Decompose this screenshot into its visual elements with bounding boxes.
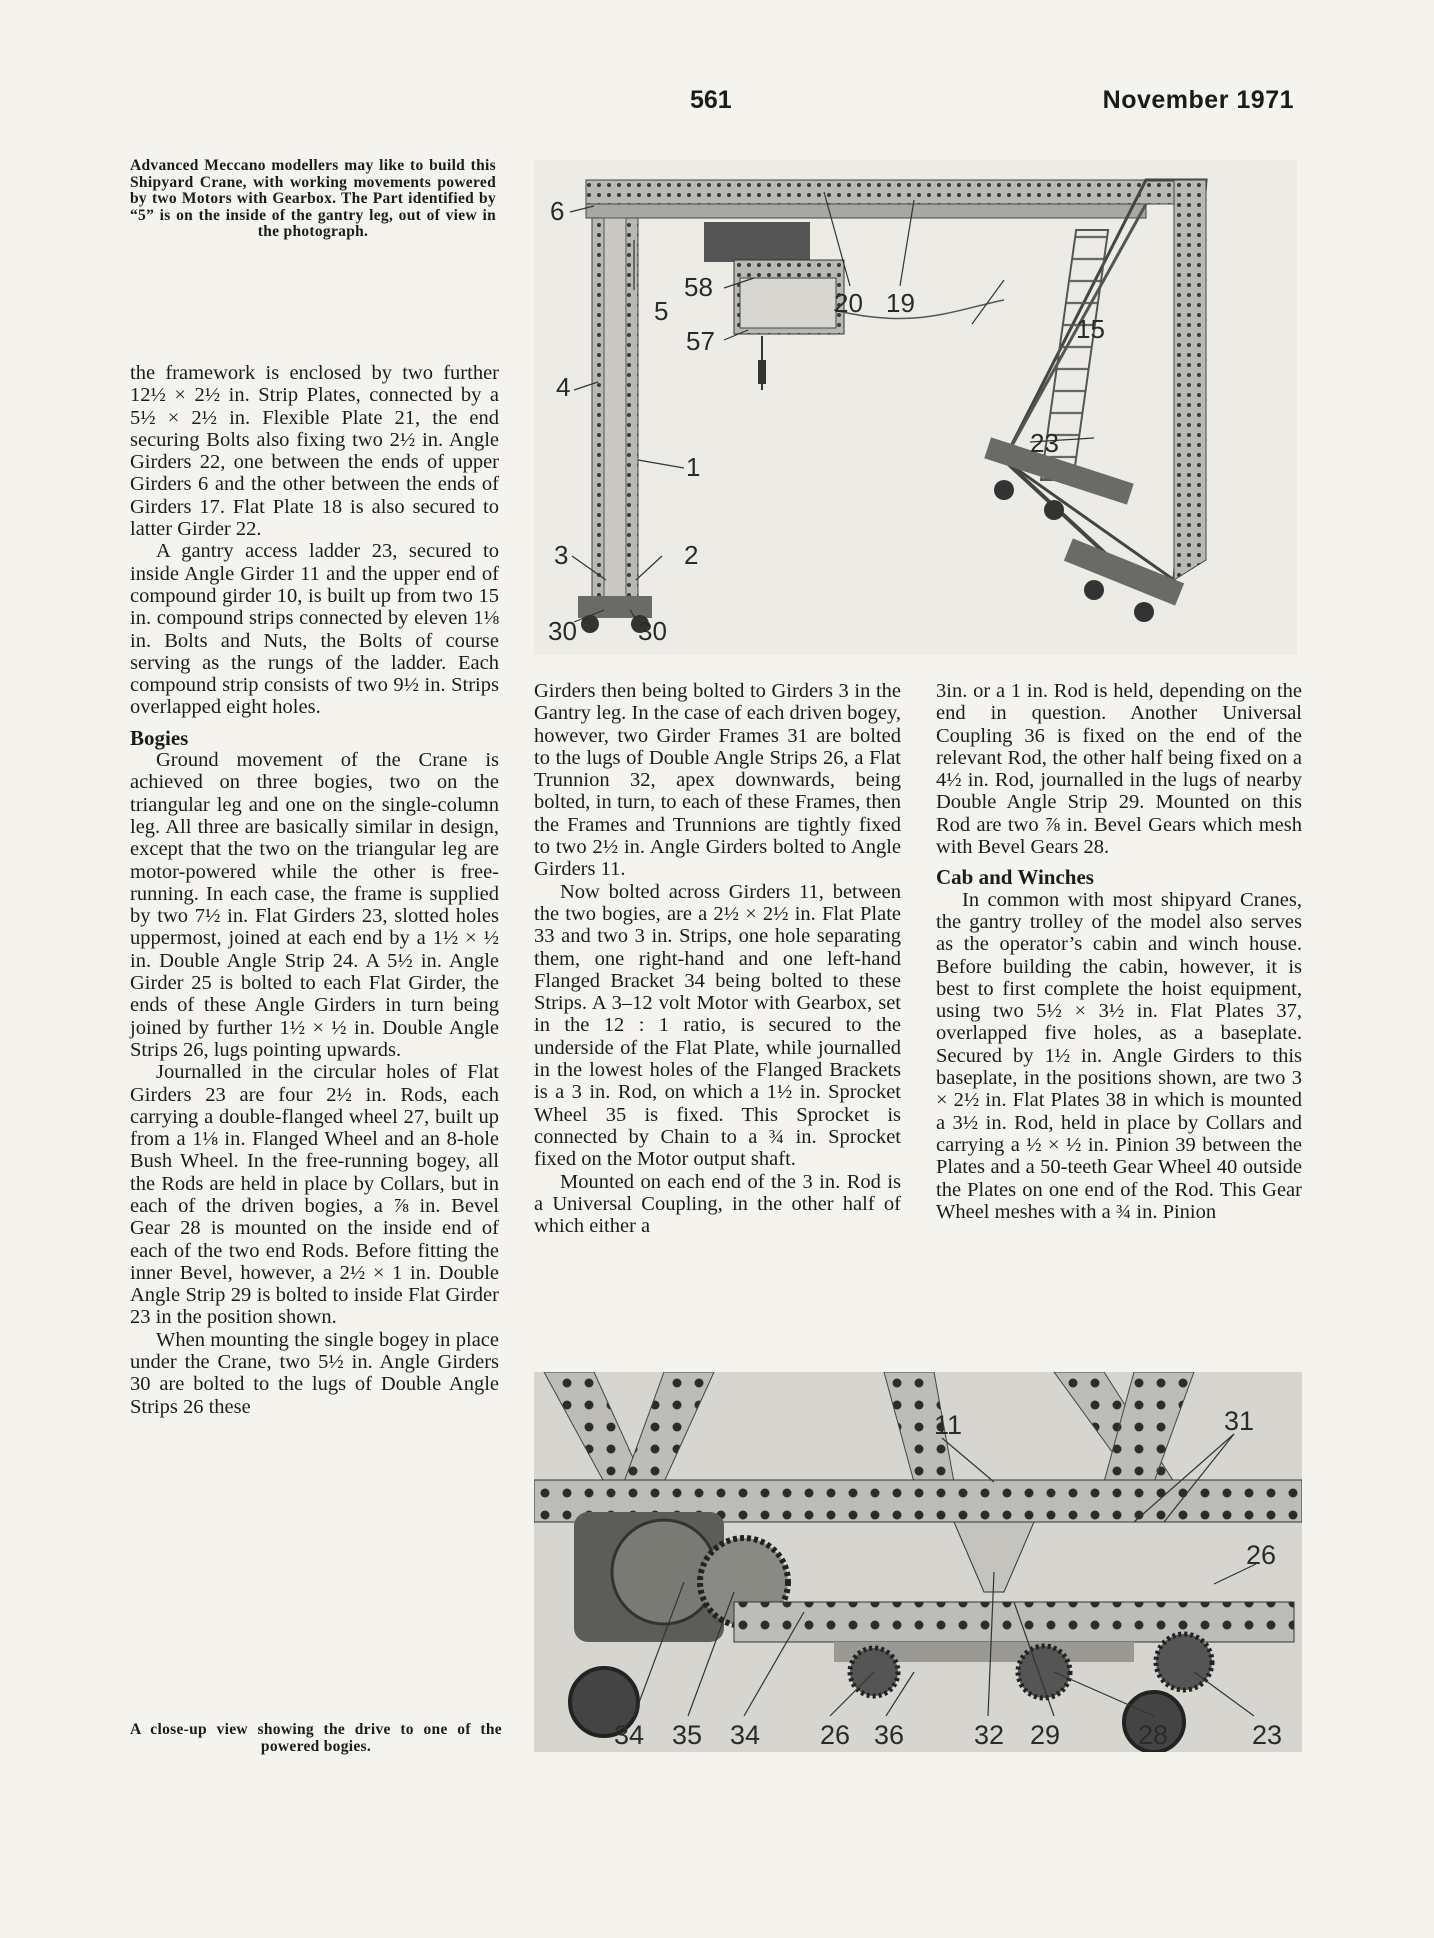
paragraph: Journalled in the circular holes of Flat Girders 23 are four 2½ in. Rods, each carrying a double-flanged wheel 27, built up from a 1⅛ in. Flanged Wheel and an 8-hole Bush Wheel. In the free-running bogey, all the Rods are held in place by Collars, but in each of the driven bogies, a ⅞ in. Bevel Gear 28 is mounted on the inside end of each of the two end Rods. Before fitting the inner Bevel, however, a 2½ × 1 in. Double Angle Strip 29 is bolted to inside Flat Girder 23 in the position shown. <box>130 1061 499 1329</box>
crane-label-15: 15 <box>1076 314 1105 344</box>
bogie-label-34: 34 <box>614 1720 645 1750</box>
bogie-label-32: 32 <box>974 1720 1005 1750</box>
bogie-label-29: 29 <box>1030 1720 1061 1750</box>
bogie-label-23: 23 <box>1252 1720 1283 1750</box>
bogie-photo-caption: A close-up view showing the drive to one of the powered bogies. <box>130 1721 502 1755</box>
paragraph: In common with most shipyard Cranes, the gantry trolley of the model also serves as the operator’s cabin and winch house. Before building the cabin, however, it is best to first complete the hoist equipment, using two 5½ × 3½ in. Flat Plates 37, overlapped five holes, as a baseplate. Secured by 1½ in. Angle Girders to this baseplate, in the positions shown, are two 3 × 2½ in. Flat Plates 38 in which is mounted a 3½ in. Rod, held in place by Collars and carrying a ½ × ½ in. Pinion 39 between the Plates and a 50-teeth Gear Wheel 40 outside the Plates on one end of the Rod. This Gear Wheel meshes with a ¾ in. Pinion <box>936 888 1302 1223</box>
bogie-label-34-second: 34 <box>730 1720 761 1750</box>
bogie-label-35: 35 <box>672 1720 703 1750</box>
shipyard-crane-photo <box>534 160 1297 655</box>
page-header <box>0 86 1434 126</box>
crane-label-2: 2 <box>684 540 699 570</box>
issue-date: November 1971 <box>1102 86 1294 114</box>
bogie-label-11: 11 <box>934 1410 963 1440</box>
paragraph: Mounted on each end of the 3 in. Rod is a Universal Coupling, in the other half of which either a <box>534 1170 901 1238</box>
paragraph: A gantry access ladder 23, secured to inside Angle Girder 11 and the upper end of compound girder 10, is built up from two 15 in. compound strips connected by eleven 1⅛ in. Bolts and Nuts, the Bolts of course serving as the rungs of the ladder. Each compound strip consists of two 9½ in. Strips overlapped eight holes. <box>130 540 499 719</box>
text-column-1 <box>130 362 499 1418</box>
text-column-2 <box>534 680 901 1237</box>
crane-label-58: 58 <box>684 272 713 302</box>
bogie-label-26: 26 <box>820 1720 851 1750</box>
bogie-label-36: 36 <box>874 1720 905 1750</box>
bogie-label-31: 31 <box>1224 1406 1255 1436</box>
paragraph: the framework is enclosed by two further 12½ × 2½ in. Strip Plates, connected by a 5½ × 2½ in. Flexible Plate 21, the end securing Bolts also fixing two 2½ in. Angle Girders 22, one between the ends of upper Girders 6 and the other between the ends of Girders 17. Flat Plate 18 is also secured to latter Girder 22. <box>130 362 499 541</box>
crane-label-5: 5 <box>654 296 669 326</box>
paragraph: Girders then being bolted to Girders 3 in the Gantry leg. In the case of each driven bogey, however, two Girder Frames 31 are bolted to the lugs of Double Angle Strips 26, a Flat Trunnion 32, apex downwards, being bolted, in turn, to each of these Frames, then the Frames and Trunnions are tightly fixed to two 2½ in. Angle Girders bolted to Angle Girders 11. <box>534 680 901 881</box>
text-column-3 <box>936 680 1302 1223</box>
crane-label-20: 20 <box>834 288 863 318</box>
paragraph: Now bolted across Girders 11, between the two bogies, are a 2½ × 2½ in. Flat Plate 33 and two 3 in. Strips, one hole separating them, one right-hand and one left-hand Flanged Bracket 34 being bolted to these Strips. A 3–12 volt Motor with Gearbox, set in the 12 : 1 ratio, is secured to the underside of the Flat Plate, while journalled in the lowest holes of the Flanged Brackets is a 3 in. Rod, on which a 1½ in. Sprocket Wheel 35 is fixed. This Sprocket is connected by Chain to a ¾ in. Sprocket fixed on the Motor output shaft. <box>534 880 901 1171</box>
crane-label-6: 6 <box>550 196 565 226</box>
crane-label-19: 19 <box>886 288 915 318</box>
crane-label-23: 23 <box>1030 428 1059 458</box>
crane-label-30-left: 30 <box>548 616 577 646</box>
crane-label-30-right: 30 <box>638 616 667 646</box>
paragraph: Ground movement of the Crane is achieved on three bogies, two on the triangular leg and one on the single-column leg. All three are basically similar in design, except that the two on the triangular leg are motor-powered while the other is free-running. In each case, the frame is supplied by two 7½ in. Flat Girders 23, slotted holes uppermost, joined at each end by a 1½ × ½ in. Double Angle Strip 24. A 5½ in. Angle Girder 25 is bolted to each Flat Girder, the ends of these Angle Girders in turn being joined by further 1½ × ½ in. Double Angle Strips 26, lugs pointing upwards. <box>130 749 499 1061</box>
crane-label-4: 4 <box>556 372 571 402</box>
paragraph: 3in. or a 1 in. Rod is held, depending on the end in question. Another Universal Coupling 36 is fixed on the end of the relevant Rod, the other half being fixed on a 4½ in. Rod, journalled in the lugs of nearby Double Angle Strip 29. Mounted on this Rod are two ⅞ in. Bevel Gears which mesh with Bevel Gears 28. <box>936 680 1302 859</box>
crane-label-1: 1 <box>686 452 701 482</box>
section-heading-cab-and-winches: Cab and Winches <box>936 865 1094 890</box>
bogie-label-26-right: 26 <box>1246 1540 1277 1570</box>
page-number: 561 <box>690 86 732 114</box>
section-heading-bogies: Bogies <box>130 725 189 750</box>
bogie-drive-photo <box>534 1372 1302 1752</box>
crane-photo-caption: Advanced Meccano modellers may like to build this Shipyard Crane, with working movements powered by two Motors with Gearbox. The Part identified by “5” is on the inside of the gantry leg, out of view in the photograph. <box>130 157 496 240</box>
crane-label-3: 3 <box>554 540 569 570</box>
bogie-label-28: 28 <box>1138 1720 1169 1750</box>
crane-label-57: 57 <box>686 326 715 356</box>
paragraph: When mounting the single bogey in place under the Crane, two 5½ in. Angle Girders 30 are bolted to the lugs of Double Angle Strips 26 these <box>130 1328 499 1418</box>
